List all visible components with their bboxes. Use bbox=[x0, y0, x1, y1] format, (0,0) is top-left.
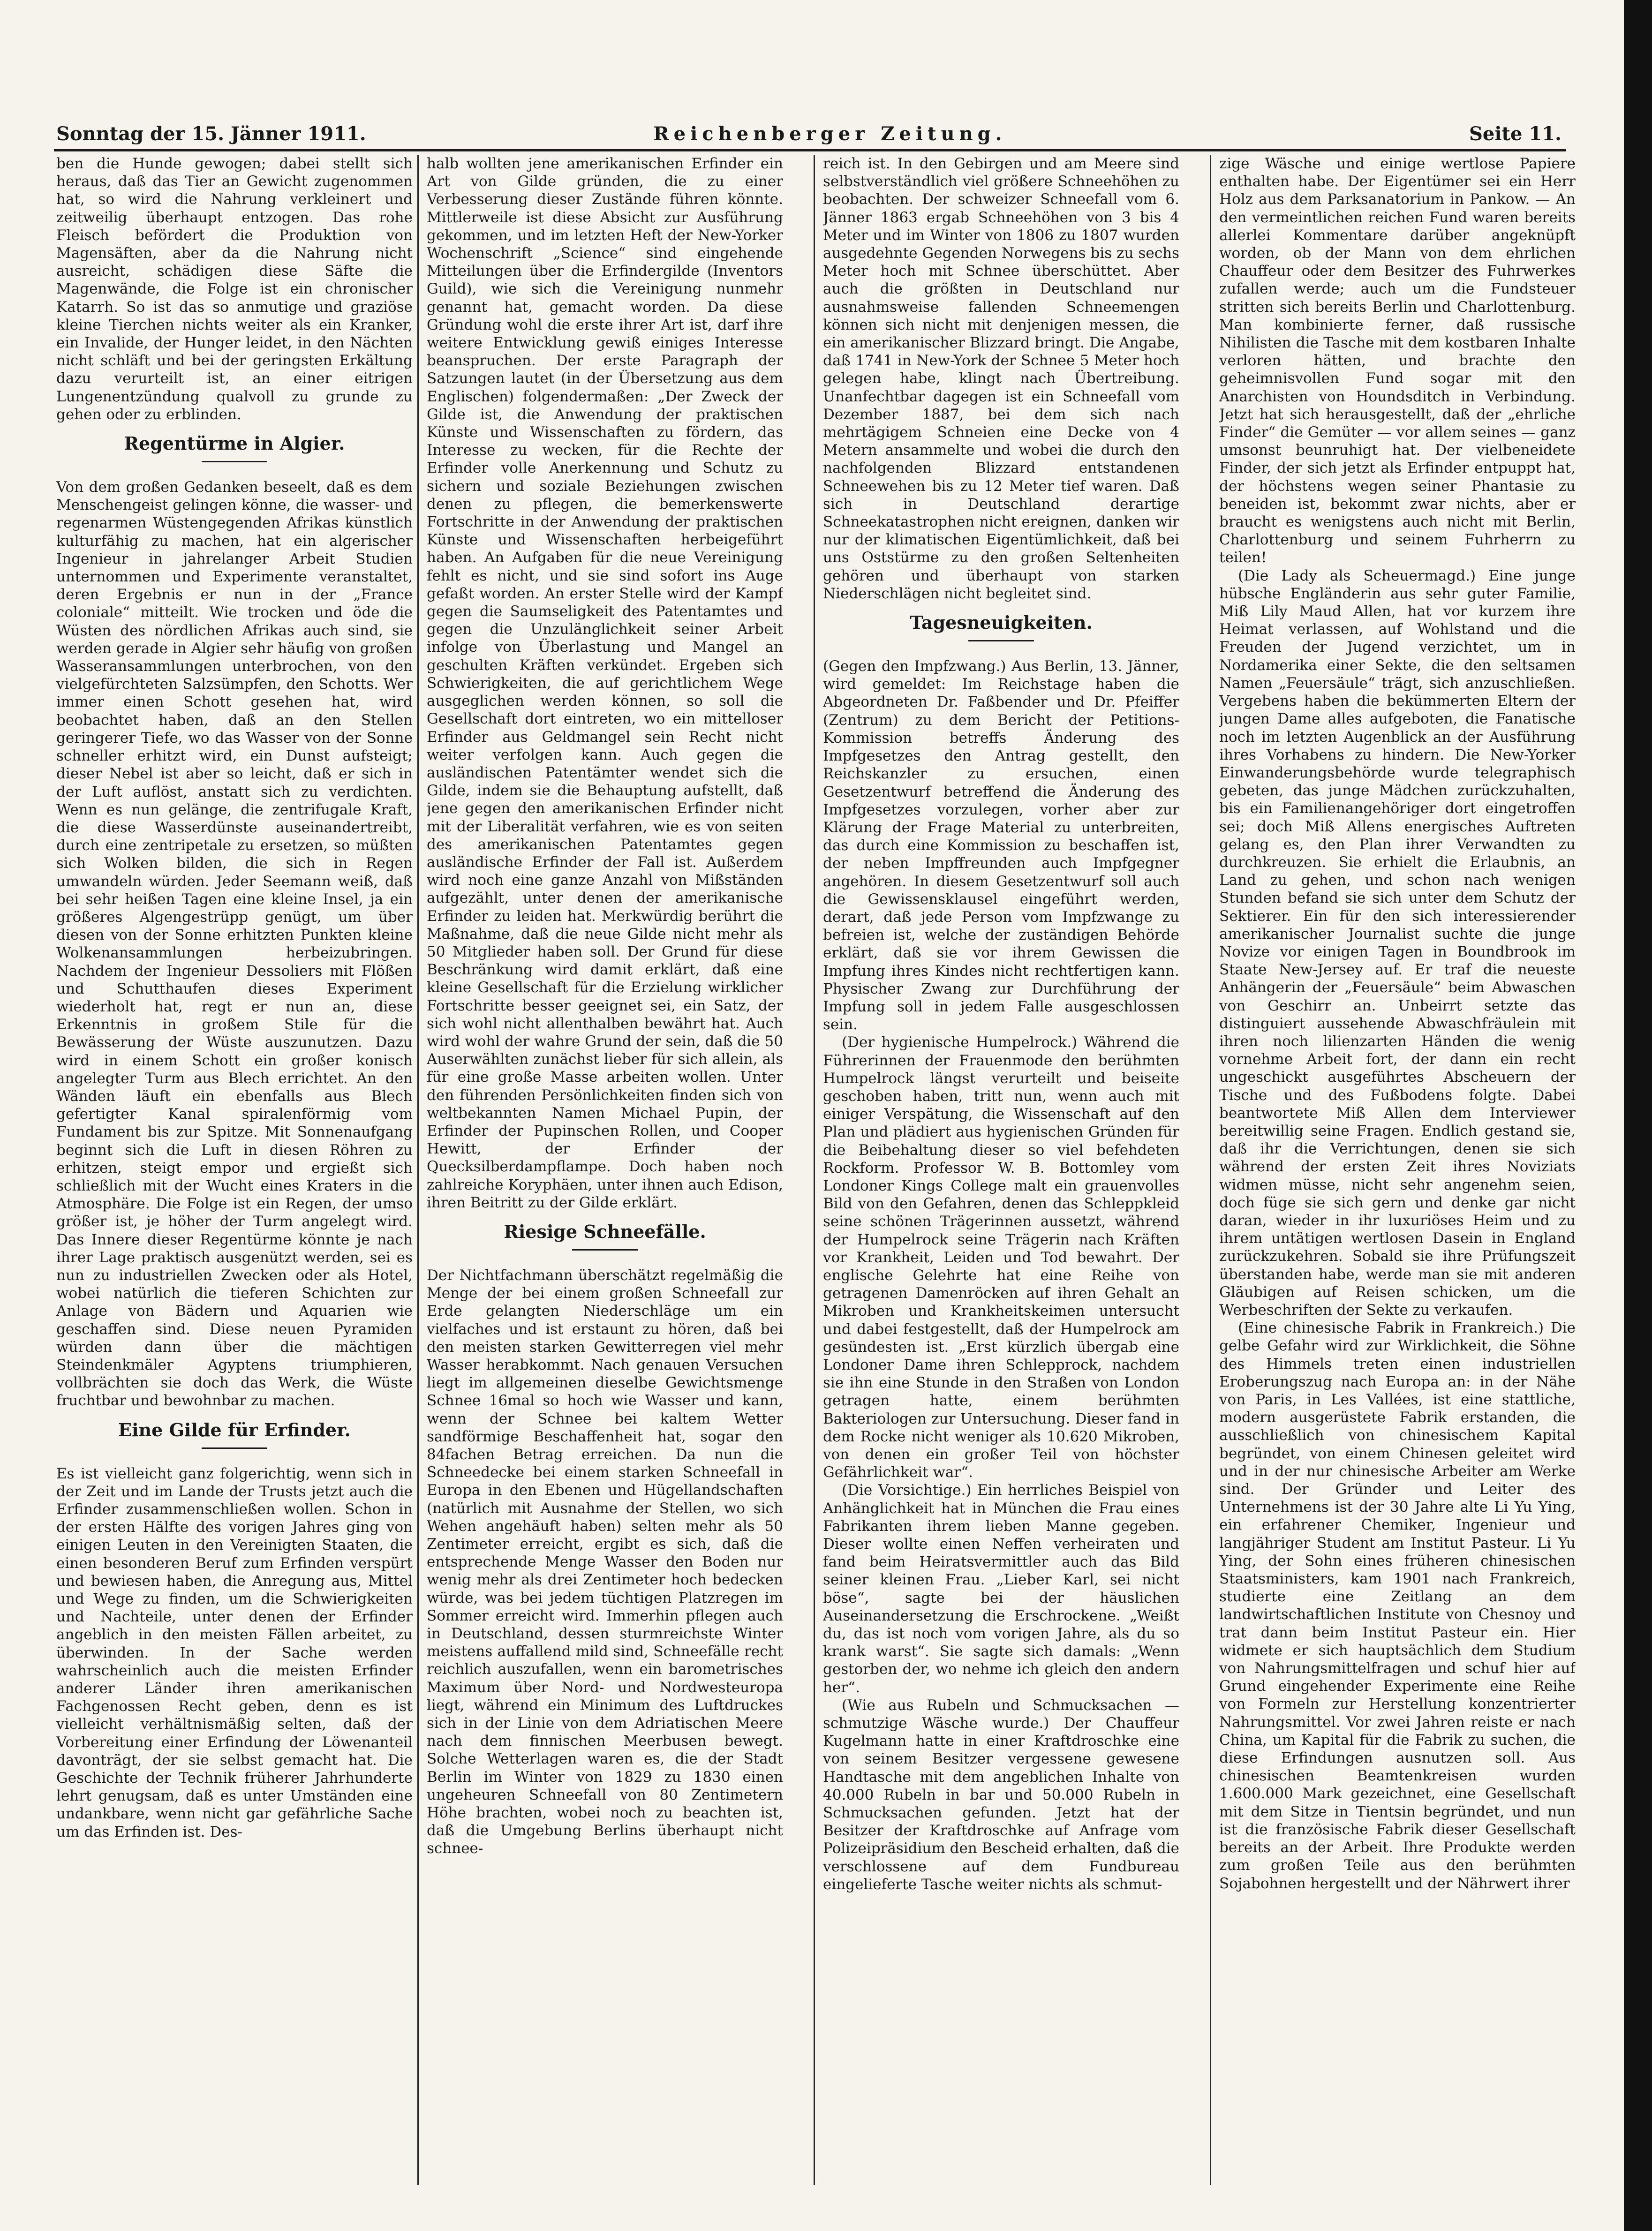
scan-border bbox=[1624, 0, 1652, 2231]
header-rule bbox=[54, 149, 1566, 151]
article-paragraph: zige Wäsche und einige wertlose Papiere enthalten habe. Der Eigentümer sei ein Herr Holz aus dem Parksanatorium in Pankow. — An den vermeintlichen reichen Fund waren bereits allerlei Kommentare darüber angeknüpft worden, ob der Mann von dem ehrlichen Chauffeur oder dem Besitzer des Fuhrwerkes zufallen werde; auch um die Fundsteuer stritten sich bereits Berlin und Charlottenburg. Man kombinierte ferner, daß russische Nihilisten die Tasche mit dem kostbaren Inhalte verloren hätten, und brachte den geheimnisvollen Fund sogar mit den Anarchisten von Houndsditch in Verbindung. Jetzt hat sich herausgestellt, daß der „ehrliche Finder“ die Gemüter — vor allem seines — ganz umsonst beunruhigt hat. Der vielbeneidete Finder, der sich jetzt als Erfinder entpuppt hat, der höchstens wegen seiner Phantasie zu beneiden ist, bekommt zwar nichts, aber er braucht es wenigstens auch nicht mit Berlin, Charlottenburg und seinem Fuhrherrn zu teilen! bbox=[1219, 155, 1576, 566]
article-paragraph: (Gegen den Impfzwang.) Aus Berlin, 13. Jänner, wird gemeldet: Im Reichstage haben die Abgeordneten Dr. Faßbender und Dr. Pfeiffer (Zentrum) zu dem Bericht der Petitions-Kommission betreffs Änderung des Impfgesetzes den Antrag gestellt, den Reichskanzler zu ersuchen, einen Gesetzentwurf betreffend die Änderung des Impfgesetzes vorzulegen, vorher aber zur Klärung der Frage Material zu unterbreiten, das durch eine Kommission zu beschaffen ist, der neben Impffreunden auch Impfgegner angehören. In diesem Gesetzentwurf soll auch die Gewissensklausel eingeführt werden, derart, daß jede Person vom Impfzwange zu befreien ist, welche der zuständigen Behörde erklärt, daß sie vor ihrem Gewissen die Impfung ihres Kindes nicht rechtfertigen kann. Physischer Zwang zur Durchführung der Impfung soll in jedem Falle ausgeschlossen sein. bbox=[823, 658, 1179, 1033]
article-paragraph: reich ist. In den Gebirgen und am Meere sind selbstverständlich viel größere Schneehöhen zu beobachten. Der schweizer Schneefall vom 6. Jänner 1863 ergab Schneehöhen von 3 bis 4 Meter und im Winter von 1806 zu 1807 wurden ausgedehnte Gegenden Norwegens bis zu sechs Meter hoch mit Schnee überschüttet. Aber auch die größten in Deutschland nur ausnahmsweise fallenden Schneemengen können sich nicht mit denjenigen messen, die ein amerikanischer Blizzard bringt. Die Angabe, daß 1741 in New-York der Schnee 5 Meter hoch gelegen habe, klingt nach Übertreibung. Unanfechtbar dagegen ist ein Schneefall vom Dezember 1887, bei dem sich nach mehrtägigem Schneien eine Decke von 4 Metern ansammelte und wobei die durch den nachfolgenden Blizzard entstandenen Schneewehen bis zu 12 Meter tief waren. Daß sich in Deutschland derartige Schneekatastrophen nicht ereignen, danken wir nur der klimatischen Eigentümlichkeit, daß bei uns Oststürme zu den großen Seltenheiten gehören und überhaupt von starken Niederschlägen nicht begleitet sind. bbox=[823, 155, 1179, 602]
article-paragraph: Der Nichtfachmann überschätzt regelmäßig die Menge der bei einem großen Schneefall zur Erde gelangten Niederschläge um ein vielfaches und ist erstaunt zu hören, daß bei den meisten starken Gewitterregen viel mehr Wasser herabkommt. Nach genauen Versuchen liegt im allgemeinen dieselbe Gewichtsmenge Schnee 16mal so hoch wie Wasser und kann, wenn der Schnee bei kaltem Wetter sandförmige Beschaffenheit hat, sogar den 84fachen Betrag erreichen. Da nun die Schneedecke bei einem starken Schneefall in Europa in den Ebenen und Hügellandschaften (natürlich mit Ausnahme der Stellen, wo sich Wehen angehäuft haben) selten mehr als 50 Zentimeter erreicht, ergibt es sich, daß die entsprechende Menge Wasser den Boden nur wenig mehr als drei Zentimeter hoch bedecken würde, was bei jedem tüchtigen Platzregen im Sommer erreicht wird. Immerhin pflegen auch in Deutschland, dessen sturmreichste Winter meistens auffallend mild sind, Schneefälle recht reichlich auszufallen, wenn ein barometrisches Maximum über Nord- und Nordwesteuropa liegt, während ein Minimum des Luftdruckes sich in der Linie von dem Adriatischen Meere nach dem finnischen Meerbusen bewegt. Solche Wetterlagen waren es, die der Stadt Berlin im Winter von 1829 zu 1830 einen ungeheuren Schneefall von 80 Zentimetern Höhe brachten, wobei noch zu beachten ist, daß die Umgebung Berlins überhaupt nicht schnee- bbox=[427, 1266, 783, 1857]
article-headline: Regentürme in Algier. bbox=[56, 433, 413, 467]
text-column-3 bbox=[823, 155, 1179, 2185]
text-column-1 bbox=[56, 155, 413, 2185]
article-paragraph: (Eine chinesische Fabrik in Frankreich.) Die gelbe Gefahr wird zur Wirklichkeit, die Söhne des Himmels treten einen industriellen Eroberungszug nach Europa an: in der Nähe von Paris, in Les Vallées, ist eine stattliche, modern ausgerüstete Fabrik erstanden, die ausschließlich von chinesischem Kapital begründet, von einem Chinesen geleitet wird und in der nur chinesische Arbeiter am Werke sind. Der Gründer und Leiter des Unternehmens ist der 30 Jahre alte Li Yu Ying, ein erfahrener Chemiker, Ingenieur und langjähriger Student am Institut Pasteur. Li Yu Ying, der Sohn eines früheren chinesischen Staatsministers, kam 1901 nach Frankreich, studierte eine Zeitlang an dem landwirtschaftlichen Institute von Chesnoy und trat dann beim Institut Pasteur ein. Hier widmete er sich hauptsächlich dem Studium von Nahrungsmittelfragen und schuf hier auf Grund eingehender Experimente eine Reihe von Formeln zur Herstellung konzentrierter Nahrungsmittel. Vor zwei Jahren reiste er nach China, um Kapital für die Fabrik zu suchen, die diese Erfindungen ausnutzen soll. Aus chinesischen Beamtenkreisen wurden 1.600.000 Mark gezeichnet, eine Gesellschaft mit dem Sitze in Tientsin begründet, und nun ist die französische Fabrik dieser Gesellschaft bereits an der Arbeit. Ihre Produkte werden zum großen Teile aus den berühmten Sojabohnen hergestellt und der Nährwert ihrer bbox=[1219, 1319, 1576, 1892]
article-paragraph: (Die Lady als Scheuermagd.) Eine junge hübsche Engländerin aus sehr guter Familie, Miß Lily Maud Allen, hat vor kurzem ihre Heimat verlassen, auf Wohlstand und die Freuden der Jugend verzichtet, um in Nordamerika einer Sekte, die den seltsamen Namen „Feuersäule“ trägt, sich anzuschließen. Vergebens haben die bekümmerten Eltern der jungen Dame alles aufgeboten, die Fanatische noch im letzten Augenblick an der Ausführung ihres Vorhabens zu hindern. Die New-Yorker Einwanderungsbehörde wurde telegraphisch gebeten, das junge Mädchen zurückzuhalten, bis ein Familienangehöriger dort eingetroffen sei; doch Miß Allens energisches Auftreten gelang es, den Plan ihrer Verwandten zu durchkreuzen. Sie erhielt die Erlaubnis, an Land zu gehen, und schon nach wenigen Stunden befand sie sich unter dem Schutz der Sektierer. Ein für den sich interessierender amerikanischer Journalist suchte die junge Novize vor einigen Tagen in Boundbrook im Staate New-Jersey auf. Er traf die neueste Anhängerin der „Feuersäule“ beim Abwaschen von Geschirr an. Unbeirrt setzte das distinguiert aussehende Abwaschfräulein mit ihren noch lilienzarten Händen die wenig vornehme Arbeit fort, der dann ein recht ungeschickt ausgeführtes Abscheuern der Tische und des Fußbodens folgte. Dabei beantwortete Miß Allen dem Interviewer bereitwillig seine Fragen. Endlich gestand sie, daß ihr die Verrichtungen, denen sie sich während der ersten Zeit ihres Noviziats widmen müsse, nicht sehr angenehm seien, doch füge sie sich gern und denke gar nicht daran, wieder in ihr luxuriöses Heim und zu ihrem untätigen wertlosen Dasein in England zurückzukehren. Sobald sie ihre Prüfungszeit überstanden habe, werde man sie mit anderen Gläubigen auf Reisen schicken, um die Werbeschriften der Sekte zu verkaufen. bbox=[1219, 567, 1576, 1319]
article-headline: Riesige Schneefälle. bbox=[427, 1221, 783, 1255]
column-divider bbox=[417, 155, 419, 2185]
text-column-2 bbox=[427, 155, 783, 2185]
header-page-number: Seite 11. bbox=[1469, 123, 1561, 145]
page-header bbox=[56, 123, 1561, 151]
article-headline: Eine Gilde für Erfinder. bbox=[56, 1419, 413, 1454]
article-paragraph: ben die Hunde gewogen; dabei stellt sich heraus, daß das Tier an Gewicht zugenommen hat, so wird die Nahrung verkleinert und zeitweilig überhaupt entzogen. Das rohe Fleisch befördert die Produktion von Magensäften, aber da die Nahrung nicht ausreicht, schädigen diese Säfte die Magenwände, die Folge ist ein chronischer Katarrh. So ist das so anmutige und graziöse kleine Tierchen nichts weiter als ein Kranker, ein Invalide, der Hunger leidet, in den Nächten nicht schläft und bei der geringsten Erkältung dazu verurteilt ist, an einer eitrigen Lungenentzündung qualvoll zu grunde zu gehen oder zu erblinden. bbox=[56, 155, 413, 423]
column-divider bbox=[814, 155, 815, 2185]
bleed-through-text bbox=[56, 56, 1594, 103]
article-paragraph: halb wollten jene amerikanischen Erfinder ein Art von Gilde gründen, die zu einer Verbesserung dieser Zustände führen könnte. Mittlerweile ist diese Absicht zur Ausführung gekommen, und im letzten Heft der New-Yorker Wochenschrift „Science“ sind eingehende Mitteilungen über die Erfindergilde (Inventors Guild), wie sich die Vereinigung nunmehr genannt hat, gemacht worden. Da diese Gründung wohl die erste ihrer Art ist, darf ihre weitere Entwicklung gewiß einiges Interesse beanspruchen. Der erste Paragraph der Satzungen lautet (in der Übersetzung aus dem Englischen) folgendermaßen: „Der Zweck der Gilde ist, die Anwendung der praktischen Künste und Wissenschaften zu fördern, das Interesse zu wecken, für die Rechte der Erfinder volle Anerkennung und Schutz zu sichern und soziale Beziehungen zwischen denen zu pflegen, die bemerkenswerte Fortschritte in der Anwendung der praktischen Künste und Wissenschaften herbeigeführt haben. An Aufgaben für die neue Vereinigung fehlt es nicht, und sie sind sofort ins Auge gefaßt worden. An erster Stelle wird der Kampf gegen die Saumseligkeit des Patentamtes und gegen die Unzulänglichkeit seiner Arbeit infolge von Überlastung und Mangel an geschulten Kräften verkündet. Ergeben sich Schwierigkeiten, die auf gerichtlichem Wege ausgeglichen werden können, so soll die Gesellschaft dort eintreten, wo ein mittelloser Erfinder aus Geldmangel sein Recht nicht weiter verfolgen kann. Auch gegen die ausländischen Patentämter wendet sich die Gilde, indem sie die Behauptung aufstellt, daß jene gegen den amerikanischen Erfinder nicht mit der Liberalität verfahren, wie es von seiten des amerikanischen Patentamtes gegen ausländische Erfinder der Fall ist. Außerdem wird noch eine ganze Anzahl von Mißständen aufgezählt, unter denen der amerikanische Erfinder zu leiden hat. Merkwürdig berührt die Maßnahme, daß die neue Gilde nicht mehr als 50 Mitglieder haben soll. Der Grund für diese Beschränkung wird damit erklärt, daß eine kleine Gesellschaft für die Erzielung wirklicher Fortschritte besser geeignet sei, ein Satz, der sich wohl nicht allenthalben bewährt hat. Auch wird wohl der wahre Grund der sein, daß die 50 Auserwählten zunächst lieber für sich allein, als für eine große Masse arbeiten wollen. Unter den führenden Persönlichkeiten finden sich von weltbekannten Namen Michael Pupin, der Erfinder der Pupinschen Rollen, und Cooper Hewitt, der Erfinder der Quecksilberdampflampe. Doch haben noch zahlreiche Koryphäen, unter ihnen auch Edison, ihren Beitritt zu der Gilde erklärt. bbox=[427, 155, 783, 1211]
column-divider bbox=[1210, 155, 1211, 2185]
article-paragraph: Von dem großen Gedanken beseelt, daß es dem Menschengeist gelingen könne, die wasser- und regenarmen Wüstengegenden Afrikas künstlich kulturfähig zu machen, hat ein algerischer Ingenieur in jahrelanger Arbeit Studien unternommen und Experimente veranstaltet, deren Ergebnis er nun in der „France coloniale“ mitteilt. Wie trocken und öde die Wüsten des nördlichen Afrikas auch sind, sie werden gerade in Algier sehr häufig von großen Wasseransammlungen unterbrochen, von den vielgefürchteten Salzsümpfen, den Schotts. Wer immer einen Schott gesehen hat, wird beobachtet haben, daß an den Stellen geringerer Tiefe, wo das Wasser von der Sonne schneller erhitzt wird, ein Dunst aufsteigt; dieser Nebel ist aber so leicht, daß er sich in der Luft auflöst, anstatt sich zu verdichten. Wenn es nun gelänge, die zentrifugale Kraft, die diese Wasserdünste auseinandertreibt, durch eine zentripetale zu ersetzen, so müßten sich Wolken bilden, die sich in Regen umwandeln würden. Jeder Seemann weiß, daß bei sehr heißen Tagen eine kleine Insel, ja ein größeres Algengestrüpp genügt, um über diesen von der Sonne erhitzten Punkten kleine Wolkenansammlungen herbeizubringen. Nachdem der Ingenieur Dessoliers mit Flößen und Schutthaufen dieses Experiment wiederholt hat, regt er nun an, diese Erkenntnis in großem Stile für die Bewässerung der Wüste auszunutzen. Dazu wird in einem Schott ein großer konisch angelegter Turm aus Blech errichtet. An den Wänden läuft ein ebenfalls aus Blech gefertigter Kanal spiralenförmig vom Fundament bis zur Spitze. Mit Sonnenaufgang beginnt sich die Luft in diesen Röhren zu erhitzen, steigt empor und ergießt sich schließlich mit der Wucht eines Kraters in die Atmosphäre. Die Folge ist ein Regen, der umso größer ist, je höher der Turm angelegt wird. Das Innere dieser Regentürme könnte je nach ihrer Lage praktisch ausgenützt werden, sei es nun zu industriellen Zwecken oder als Hotel, wobei natürlich die tieferen Schichten zur Anlage von Bädern und Aquarien wie geschaffen sind. Diese neuen Pyramiden würden dann über die mächtigen Steindenkmäler Agyptens triumphieren, vollbrächten sie doch das Werk, die Wüste fruchtbar und bewohnbar zu machen. bbox=[56, 479, 413, 1409]
article-paragraph: (Wie aus Rubeln und Schmucksachen — schmutzige Wäsche wurde.) Der Chauffeur Kugelmann hatte in einer Kraftdroschke eine von seinem Besitzer vergessene gewesene Handtasche mit dem angeblichen Inhalte von 40.000 Rubeln in bar und 50.000 Rubeln in Schmucksachen gefunden. Jetzt hat der Besitzer der Kraftdroschke auf Anfrage vom Polizeipräsidium den Bescheid erhalten, daß die verschlossene auf dem Fundbureau eingelieferte Tasche weiter nichts als schmut- bbox=[823, 1696, 1179, 1893]
text-column-4 bbox=[1219, 155, 1576, 2185]
article-paragraph: Es ist vielleicht ganz folgerichtig, wenn sich in der Zeit und im Lande der Trusts jetzt auch die Erfinder zusammenschließen wollen. Schon in der ersten Hälfte des vorigen Jahres ging von einigen Leuten in den Vereinigten Staaten, die einen besonderen Beruf zum Erfinden verspürt und bewiesen haben, die Anregung aus, Mittel und Wege zu finden, um die Schwierigkeiten und Nachteile, unter denen der Erfinder angeblich in den meisten Fällen arbeitet, zu überwinden. In der Sache werden wahrscheinlich auch die meisten Erfinder anderer Länder ihren amerikanischen Fachgenossen Recht geben, denn es ist vielleicht verhältnismäßig selten, daß der Vorbereitung einer Erfindung der Löwenanteil davonträgt, der sie selbst gemacht hat. Die Geschichte der Technik früherer Jahrhunderte lehrt genugsam, daß es unter Umständen eine undankbare, wenn nicht gar gefährliche Sache um das Erfinden ist. Des- bbox=[56, 1465, 413, 1840]
header-date: Sonntag der 15. Jänner 1911. bbox=[56, 123, 366, 145]
article-paragraph: (Der hygienische Humpelrock.) Während die Führerinnen der Frauenmode den berühmten Humpelrock längst verurteilt und beiseite geschoben haben, tritt nun, wenn auch mit einiger Verspätung, die Wissenschaft auf den Plan und plädiert aus hygienischen Gründen für die Beibehaltung dieser so viel befehdeten Rockform. Professor W. B. Bottomley vom Londoner Kings College malt ein grauenvolles Bild von den Gefahren, denen das Schleppkleid seine schönen Trägerinnen aussetzt, während der Humpelrock seine Trägerin nach Kräften vor Krankheit, Leiden und Tod bewahrt. Der englische Gelehrte hat eine Reihe von getragenen Damenröcken auf ihren Gehalt an Mikroben und Krankheitskeimen untersucht und dabei festgestellt, daß der Humpelrock am gesündesten ist. „Erst kürzlich übergab eine Londoner Dame ihren Schlepprock, nachdem sie ihn eine Stunde in den Straßen von London getragen hatte, einem berühmten Bakteriologen zur Untersuchung. Dieser fand in dem Rocke nicht weniger als 10.620 Mikroben, von denen ein großer Teil von höchster Gefährlichkeit war“. bbox=[823, 1034, 1179, 1481]
article-paragraph: (Die Vorsichtige.) Ein herrliches Beispiel von Anhänglichkeit hat in München die Frau eines Fabrikanten ihrem lieben Manne gegeben. Dieser wollte einen Neffen verheiraten und fand beim Heiratsvermittler auch das Bild seiner kleinen Frau. „Lieber Karl, sei nicht böse“, sagte bei der häuslichen Auseinandersetzung die Erschrockene. „Weißt du, das ist noch vom vorigen Jahre, als du so krank warst“. Sie sagte sich damals: „Wenn gestorben der, wo nehme ich gleich den andern her“. bbox=[823, 1482, 1179, 1696]
header-masthead: Reichenberger Zeitung. bbox=[653, 123, 1007, 145]
article-headline: Tagesneuigkeiten. bbox=[823, 612, 1179, 646]
